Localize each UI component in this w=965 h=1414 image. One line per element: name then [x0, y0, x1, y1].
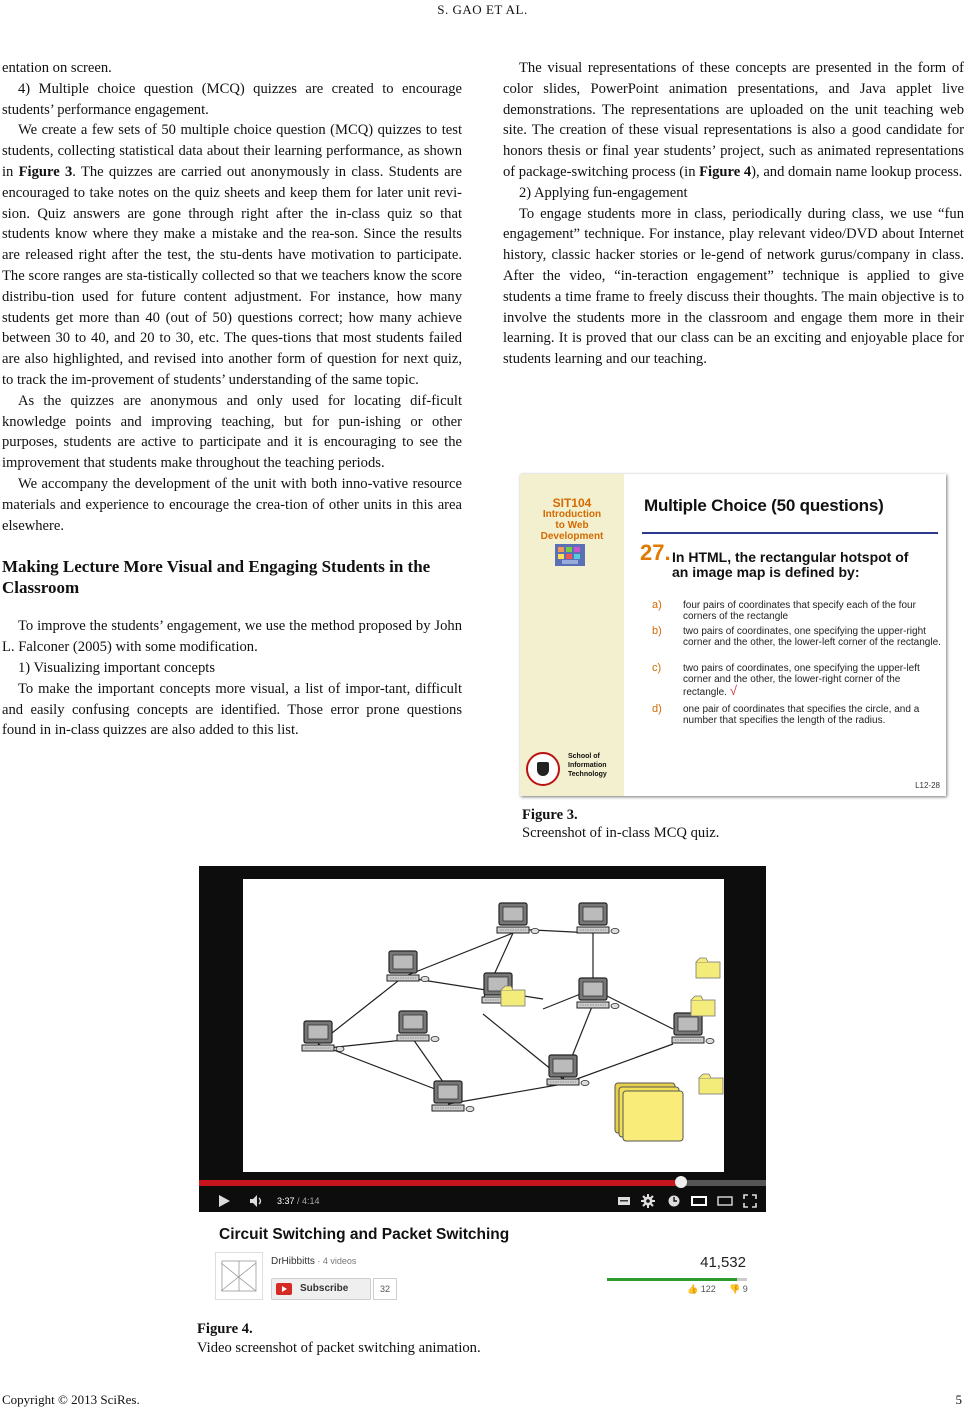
- unit-name-line: Development: [540, 531, 604, 542]
- right-column: [503, 58, 964, 370]
- copyright: Copyright © 2013 SciRes.: [2, 1392, 140, 1407]
- text-run: ), and domain name lookup process.: [751, 163, 963, 180]
- option-key: c): [652, 662, 662, 674]
- paragraph: 1) Visualizing important concepts: [18, 659, 216, 676]
- section-heading: Making Lecture More Visual and Engaging Students in the Classroom: [2, 557, 431, 598]
- progress-fill: [199, 1180, 681, 1186]
- unit-name-line: Introduction: [542, 509, 602, 520]
- channel-name[interactable]: DrHibbitts: [271, 1256, 315, 1267]
- option-a: [652, 600, 942, 622]
- question-number: 27.: [640, 540, 671, 565]
- page-number: 5: [955, 1392, 962, 1407]
- like-count[interactable]: [687, 1284, 716, 1295]
- caption-label: Figure 4.: [197, 1321, 253, 1337]
- large-player-icon[interactable]: [717, 1194, 733, 1208]
- paragraph: [503, 58, 964, 183]
- question-text: In HTML, the rectangular hotspot of an image map is defined by:: [672, 549, 909, 580]
- paragraph: 4) Multiple choice question (MCQ) quizzes are created to encourage students’ performance engagement.: [2, 80, 462, 118]
- option-key: d): [652, 703, 662, 715]
- option-c: [652, 663, 942, 698]
- option-text: four pairs of coordinates that specify each of the four corners of the rectangle: [683, 600, 916, 622]
- paragraph: We accompany the development of the unit with both inno-vative resource materials and experience to encourage the crea-tion of other units in this area elsewhere.: [2, 475, 462, 534]
- network-animation-frame: [243, 879, 724, 1172]
- unit-name-line: to Web: [555, 520, 589, 531]
- paragraph: entation on screen.: [2, 60, 112, 76]
- player-controls: [199, 1190, 766, 1212]
- video-player[interactable]: [199, 866, 766, 1212]
- figure-3-slide: [520, 474, 946, 796]
- left-column: [2, 58, 462, 741]
- school-line: Technology: [568, 771, 607, 778]
- university-logo-icon: [526, 752, 560, 786]
- fullscreen-icon[interactable]: [743, 1194, 757, 1208]
- title-rule: [642, 532, 938, 534]
- play-icon[interactable]: [217, 1194, 231, 1208]
- option-text: two pairs of coordinates, one specifying the upper-left corner and the other, the lower-right corner of the rectangle.: [683, 663, 920, 698]
- paragraph: To make the important concepts more visual, a list of impor-tant, difficult and easily confusing concepts are identified. Those error prone questions found in in-class quizzes are also added to this list.: [2, 680, 462, 739]
- option-text: one pair of coordinates that specifies the circle, and a number that specifies the length of the radius.: [683, 704, 920, 726]
- youtube-logo-icon: [276, 1283, 292, 1295]
- slide-sidebar: [520, 474, 624, 796]
- video-title[interactable]: Circuit Switching and Packet Switching: [219, 1226, 510, 1243]
- text-run: . The quizzes are carried out anonymously in class. Students are encouraged to take notes on the quiz sheets and keep them for later unit revi-sion. Quiz answers are gone through right after the in-class quiz so that students know where they make a mistake and the rea-son. Since the results are released right after the test, the stu-dents have motivation to participate. The score ranges are sta-tistically collected so that we teachers know the score distribu-tion used for future content adjustment. For instance, how many students get more than 40 (out of 50) questions correct; how many achieve between 30 to 40, and 20 to 30, etc. The ques-tions that most students failed are also highlighted, and revised into another form of question for next quiz, to track the im-provement of students’ understanding of the same topic.: [2, 163, 462, 388]
- time-separator: /: [294, 1196, 303, 1206]
- unit-code: SIT104: [552, 496, 592, 510]
- caption-label: Figure 3.: [522, 807, 578, 823]
- small-player-icon[interactable]: [691, 1194, 707, 1208]
- slide-title: Multiple Choice (50 questions): [644, 496, 884, 515]
- figure-reference: Figure 3: [18, 163, 73, 180]
- settings-gear-icon[interactable]: [641, 1194, 655, 1208]
- option-b: [652, 626, 942, 648]
- school-name: [568, 752, 607, 779]
- video-progress-bar[interactable]: [199, 1180, 766, 1186]
- watch-later-icon[interactable]: [667, 1194, 681, 1208]
- subscribe-button[interactable]: [271, 1278, 371, 1300]
- time-current: 3:37: [277, 1196, 295, 1206]
- paragraph: 2) Applying fun-engagement: [519, 184, 688, 201]
- option-key: b): [652, 625, 662, 637]
- time-display: [277, 1196, 320, 1206]
- time-total: 4:14: [302, 1196, 320, 1206]
- unit-title: [520, 498, 624, 542]
- paragraph: To engage students more in class, periodically during class, we use “fun engagement” technique. For instance, play relevant video/DVD about Internet history, classic hacker stories or le-gend of network gurus/company in class. After the video, “in-teraction engagement” technique is applied to give students a time frame to freely discuss their thoughts. The main objective is to involve the students more in the classroom and engage them more in their learning. It is proved that our class can be an exciting and enjoyable place for students learning and our teaching.: [503, 205, 964, 368]
- web-graphic-icon: [553, 540, 587, 570]
- option-d: [652, 704, 942, 726]
- captions-icon[interactable]: [617, 1194, 631, 1208]
- figure-reference: Figure 4: [699, 163, 752, 180]
- correct-check-icon: √: [729, 683, 738, 698]
- paragraph: To improve the students’ engagement, we use the method proposed by John L. Falconer (2005) with some modification.: [2, 618, 462, 656]
- caption-text: Video screenshot of packet switching animation.: [197, 1340, 481, 1356]
- progress-handle[interactable]: [675, 1176, 687, 1188]
- paragraph: As the quizzes are anonymous and only used for locating dif-ficult knowledge points and improving teaching, but for pun-ishing or other purposes, students are active to participate and it is encouraging to see the improvement that students make throughout the teaching periods.: [2, 392, 462, 472]
- subscriber-count: 32: [373, 1278, 397, 1300]
- view-count: 41,532: [700, 1254, 746, 1271]
- paragraph: [2, 120, 462, 390]
- text-run: The visual representations of these concepts are presented in the form of color slides, PowerPoint animation presentations, and Java applet live demonstrations. The representations are uploaded on the unit teaching web site. The creation of these visual representations is also a good candidate for honors thesis or final year students’ project, such as animated representations of package-switching process (in: [503, 60, 964, 180]
- volume-icon[interactable]: [249, 1194, 265, 1208]
- option-key: a): [652, 599, 662, 611]
- figure-4-caption: [197, 1320, 481, 1358]
- caption-text: Screenshot of in-class MCQ quiz.: [522, 825, 720, 841]
- school-line: School of: [568, 753, 600, 760]
- like-ratio-bar: [607, 1278, 747, 1281]
- like-number: 122: [700, 1284, 716, 1294]
- figure-4-video: [199, 866, 766, 1308]
- option-text: two pairs of coordinates, one specifying the upper-right corner and the other, the lower-left corner of the rectangle.: [683, 626, 941, 648]
- running-head: S. GAO ET AL.: [437, 2, 528, 17]
- figure-3-caption: [522, 806, 719, 842]
- dislike-count[interactable]: [729, 1284, 748, 1295]
- slide-number: L12-28: [915, 781, 940, 790]
- school-line: Information: [568, 762, 607, 769]
- dislike-number: 9: [742, 1284, 748, 1294]
- thumbs-down-icon: 👎: [729, 1284, 741, 1294]
- channel-info: [271, 1256, 356, 1267]
- like-ratio-fill: [607, 1278, 737, 1281]
- subscribe-label: Subscribe: [300, 1283, 349, 1294]
- thumbs-up-icon: 👍: [687, 1284, 699, 1294]
- channel-video-count: · 4 videos: [314, 1256, 357, 1266]
- channel-avatar[interactable]: [215, 1252, 263, 1300]
- text-run: We create a few sets of 50 multiple choice question (MCQ) quizzes to test students, collecting statistical data about their learning performance, as shown in: [2, 122, 462, 180]
